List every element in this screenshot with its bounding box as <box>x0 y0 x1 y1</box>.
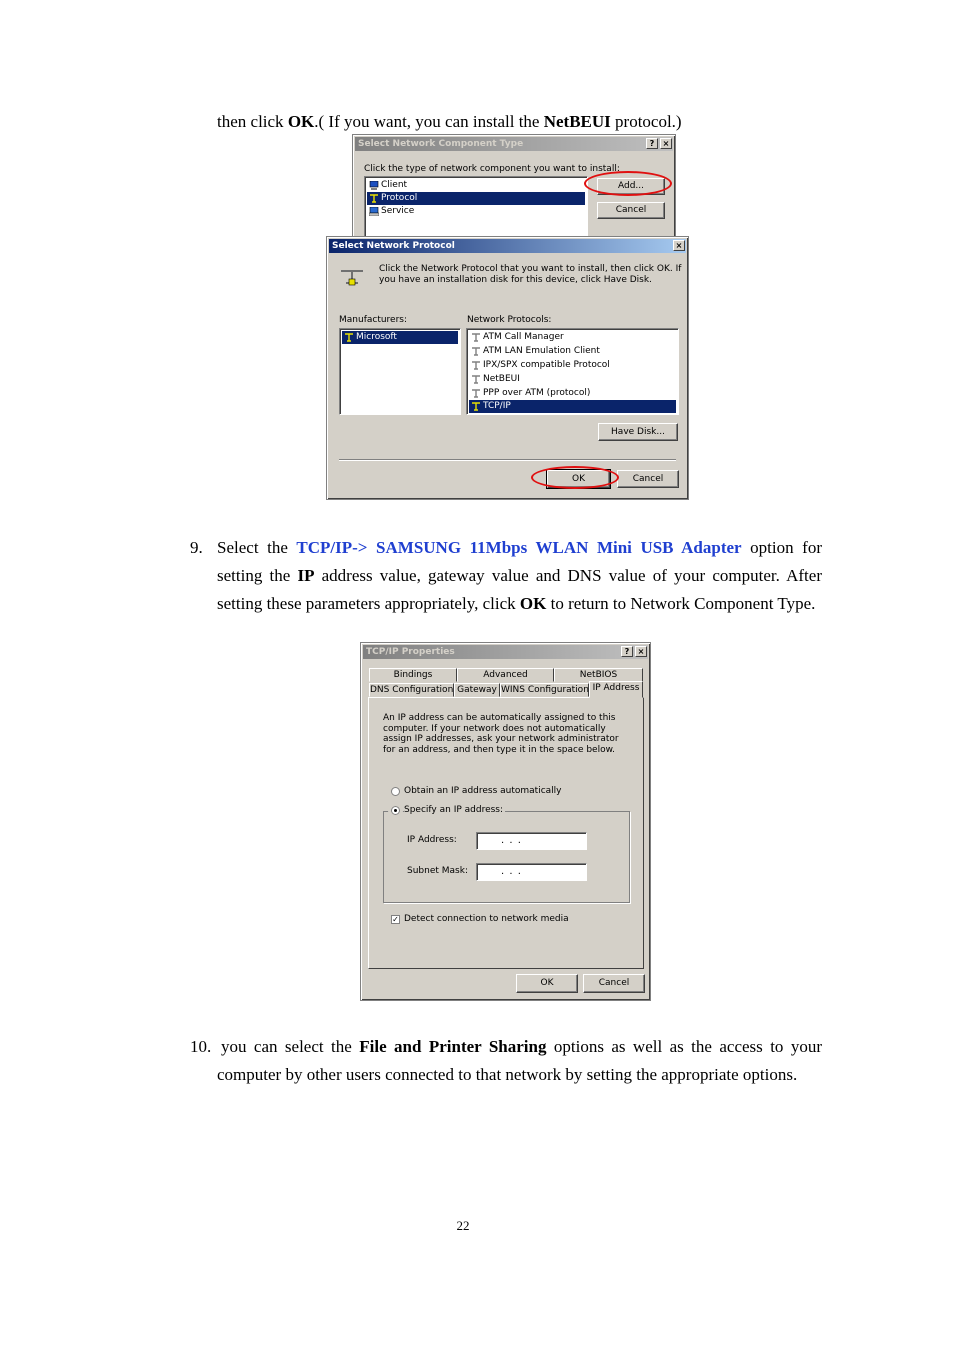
list-item-protocol[interactable]: ATM LAN Emulation Client <box>469 345 676 358</box>
close-button[interactable]: × <box>673 240 685 251</box>
separator <box>339 459 676 461</box>
tab-dns-configuration[interactable]: DNS Configuration <box>370 685 454 695</box>
network-protocol-icon <box>339 267 365 287</box>
list-item-service[interactable]: Service <box>367 205 585 218</box>
ok-button[interactable]: OK <box>547 470 610 488</box>
ip-address-panel <box>368 697 644 969</box>
radio-specify-ip[interactable] <box>391 806 400 815</box>
ok-button[interactable]: OK <box>516 974 578 993</box>
subnet-mask-label: Subnet Mask: <box>407 866 468 876</box>
ip-address-field[interactable]: . . . <box>476 832 587 850</box>
close-button[interactable]: × <box>635 646 647 657</box>
cancel-button[interactable]: Cancel <box>583 974 645 993</box>
cancel-button[interactable]: Cancel <box>597 202 665 219</box>
list-item-protocol[interactable]: NetBEUI <box>469 373 676 386</box>
ip-description: An IP address can be automatically assigned to this computer. If your network does not automatically assign IP addresses, ask your network administrator for an address, and then type it in the space below. <box>383 713 619 755</box>
dialog-title: Select Network Protocol × <box>329 239 686 253</box>
step-10-number: 10. <box>190 1037 212 1056</box>
list-item-protocol[interactable]: IPX/SPX compatible Protocol <box>469 359 676 372</box>
dialog-title: TCP/IP Properties ? × <box>363 645 648 659</box>
protocol-icon <box>471 402 481 411</box>
highlight-circle-ok <box>531 466 619 489</box>
component-instruction: Click the type of network component you want to install: <box>364 164 620 174</box>
list-item-microsoft[interactable]: Microsoft <box>342 331 458 344</box>
list-item-protocol[interactable]: Protocol <box>367 192 585 205</box>
page-number: 22 <box>456 1218 470 1233</box>
ip-address-label: IP Address: <box>407 835 457 845</box>
tcpip-properties-dialog <box>360 642 651 1001</box>
intro-text: then click OK.( If you want, you can install the NetBEUI protocol.) <box>217 112 682 131</box>
tab-gateway[interactable]: Gateway <box>454 683 500 697</box>
list-item-protocol[interactable]: ATM Call Manager <box>469 331 676 344</box>
specify-ip-groupbox <box>383 811 630 903</box>
tab-wins-configuration[interactable]: WINS Configuration <box>501 685 589 695</box>
help-button[interactable]: ? <box>621 646 633 657</box>
protocol-icon <box>344 333 354 342</box>
client-icon <box>369 181 379 190</box>
protocol-icon <box>471 361 481 370</box>
radio-obtain-label: Obtain an IP address automatically <box>404 786 562 796</box>
service-icon <box>369 207 379 216</box>
list-item-protocol[interactable]: PPP over ATM (protocol) <box>469 387 676 400</box>
step-9-number: 9. <box>190 538 203 557</box>
protocol-icon <box>471 333 481 342</box>
manufacturers-list[interactable] <box>339 328 461 415</box>
tab-ip-address[interactable]: IP Address <box>589 681 643 698</box>
protocol-icon <box>369 194 379 203</box>
protocol-icon <box>471 389 481 398</box>
radio-obtain-automatically[interactable] <box>391 787 400 796</box>
select-network-protocol-dialog <box>326 236 689 500</box>
dialog-title: Select Network Component Type ? × <box>355 137 673 151</box>
help-button[interactable]: ? <box>646 138 658 149</box>
tab-netbios[interactable]: NetBIOS <box>554 668 643 682</box>
network-protocols-list[interactable] <box>466 328 679 415</box>
protocol-icon <box>471 375 481 384</box>
step-9-text: Select the TCP/IP-> SAMSUNG 11Mbps WLAN Mini USB Adapter option for setting the IP address value, gateway value and DNS value of your computer. After setting these parameters appropriately, click OK to return to Network Component Type. <box>217 538 822 613</box>
step-10-text: you can select the File and Printer Sharing options as well as the access to your computer by other users connected to that network by setting the appropriate options. <box>217 1037 822 1084</box>
radio-specify-label: Specify an IP address: <box>404 805 504 815</box>
network-protocols-label: Network Protocols: <box>467 315 552 325</box>
highlight-circle-add <box>584 171 672 196</box>
list-item-protocol-selected[interactable]: TCP/IP <box>469 400 676 413</box>
protocol-icon <box>471 347 481 356</box>
cancel-button[interactable]: Cancel <box>617 470 679 488</box>
have-disk-button[interactable]: Have Disk... <box>598 423 678 441</box>
close-button[interactable]: × <box>660 138 672 149</box>
tab-bindings[interactable]: Bindings <box>369 668 457 682</box>
manufacturers-label: Manufacturers: <box>339 315 408 325</box>
detect-media-label: Detect connection to network media <box>404 914 569 924</box>
detect-media-checkbox[interactable]: ✓ <box>392 915 399 924</box>
list-item-client[interactable]: Client <box>367 179 585 192</box>
tab-advanced[interactable]: Advanced <box>457 668 554 682</box>
subnet-mask-field[interactable]: . . . <box>476 863 587 881</box>
add-button[interactable]: Add... <box>597 178 665 195</box>
protocol-description: Click the Network Protocol that you want to install, then click OK. If you have an installation disk for this device, click Have Disk. <box>379 264 682 285</box>
